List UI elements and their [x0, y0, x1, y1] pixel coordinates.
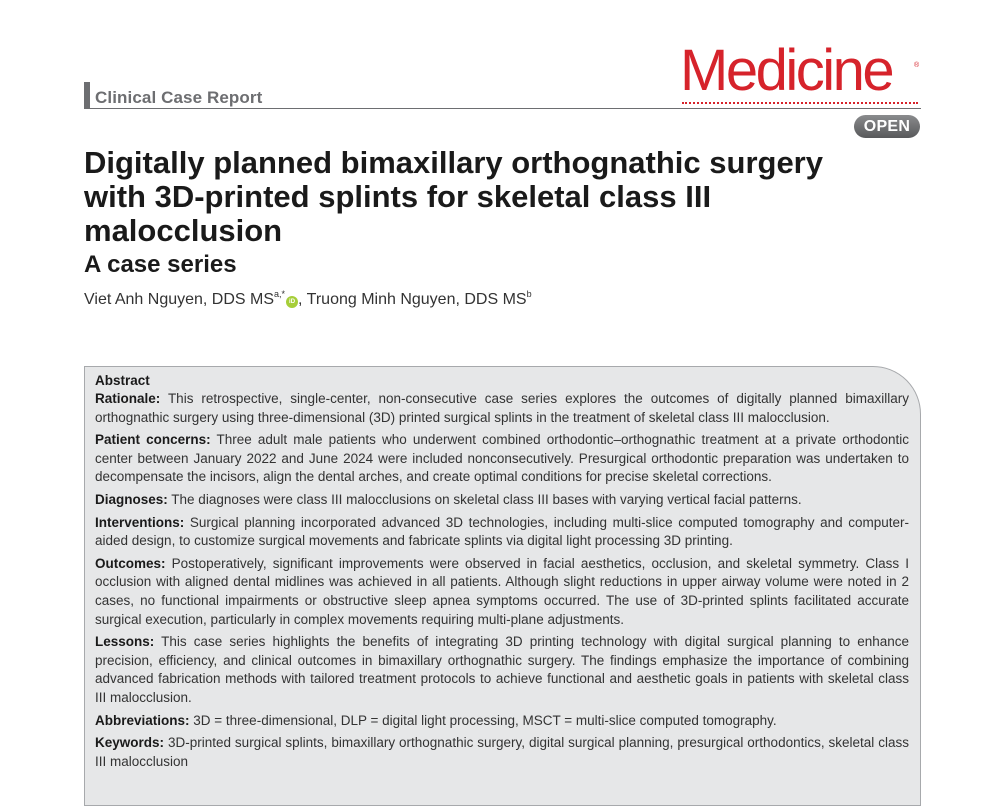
section-label: Outcomes: — [95, 555, 166, 571]
article-subtitle: A case series — [84, 251, 237, 278]
author-list — [84, 289, 532, 309]
registered-mark: ® — [914, 62, 920, 69]
section-text: This retrospective, single-center, non-consecutive case series explores the outcomes of digitally planned bimaxillary orthognathic surgery using three-dimensional (3D) printed surgical splints in the treatment of skeletal class III malocclusion. — [95, 391, 909, 425]
abstract-box — [84, 366, 921, 806]
section-text: Three adult male patients who underwent combined orthodontic–orthognathic treatment at a private orthodontic center between January 2022 and June 2024 were included nonconsecutively. Presurgical orthodontic preparation was undertaken to decompensate the incisors, align the dental arches, and create optimal conditions for precise skeletal corrections. — [95, 432, 909, 485]
logo-dotted-rule — [682, 102, 918, 104]
section-label: Rationale: — [95, 391, 161, 406]
section-label: Patient concerns: — [95, 432, 211, 448]
author-affiliation[interactable]: b — [526, 289, 532, 299]
abstract-rationale — [95, 390, 909, 427]
section-label: Lessons: — [95, 634, 155, 650]
open-access-badge: OPEN — [854, 115, 920, 138]
article-title: Digitally planned bimaxillary orthognathic surgery with 3D-printed splints for skeletal class III malocclusion — [84, 145, 823, 248]
abstract-interventions — [95, 514, 909, 551]
section-text: Surgical planning incorporated advanced 3D technologies, including multi-slice computed tomography and computer-aided design, to customize surgical movements and fabricate splints via digital light processing 3D printing. — [95, 514, 909, 549]
orcid-icon[interactable]: iD — [286, 296, 298, 308]
author-separator: , — [298, 291, 307, 308]
abstract-abbreviations — [95, 712, 909, 731]
abstract-lessons — [95, 633, 909, 707]
section-label: Abbreviations: — [95, 712, 190, 728]
section-text: 3D-printed surgical splints, bimaxillary orthognathic surgery, digital surgical planning, presurgical orthodontics, skeletal class III malocclusion — [95, 735, 909, 769]
abstract-keywords — [95, 734, 909, 771]
abstract-heading: Abstract — [95, 373, 150, 388]
section-text: The diagnoses were class III malocclusions on skeletal class III bases with varying vertical facial patterns. — [171, 491, 802, 507]
section-label: Keywords: — [95, 735, 165, 751]
section-label: Diagnoses: — [95, 491, 168, 507]
abstract-outcomes — [95, 555, 909, 629]
section-text: 3D = three-dimensional, DLP = digital light processing, MSCT = multi-slice computed tomography. — [193, 712, 777, 728]
abstract-diagnoses — [95, 491, 909, 510]
article-type-label: Clinical Case Report — [95, 88, 263, 107]
section-text: This case series highlights the benefits of integrating 3D printing technology with digital surgical planning to enhance precision, efficiency, and clinical outcomes in bimaxillary orthognathic surgery. The findings emphasize the importance of combining advanced fabrication methods with tailored treatment protocols to achieve functional and aesthetic goals in patients with skeletal class III malocclusion. — [95, 634, 910, 705]
section-marker-bar — [84, 82, 90, 108]
abstract-patient-concerns — [95, 431, 909, 487]
author-affiliation[interactable]: a,* — [274, 289, 286, 299]
section-text: Postoperatively, significant improvements were observed in facial aesthetics, occlusion, and skeletal symmetry. Class I occlusion with aligned dental midlines was achieved in all patients. Although slight reductions in upper airway volume were noted in 2 cases, no functional impairments or obstructive sleep apnea symptoms occurred. The use of 3D-printed splints facilitated accurate surgical execution, particularly in complex movements requiring multi-plane adjustments. — [95, 555, 909, 627]
author-name[interactable]: Viet Anh Nguyen, DDS MS — [84, 291, 275, 308]
author-name[interactable]: Truong Minh Nguyen, DDS MS — [306, 291, 527, 308]
journal-logo — [680, 40, 922, 140]
journal-name: Medicine — [680, 38, 893, 103]
section-label: Interventions: — [95, 514, 185, 530]
